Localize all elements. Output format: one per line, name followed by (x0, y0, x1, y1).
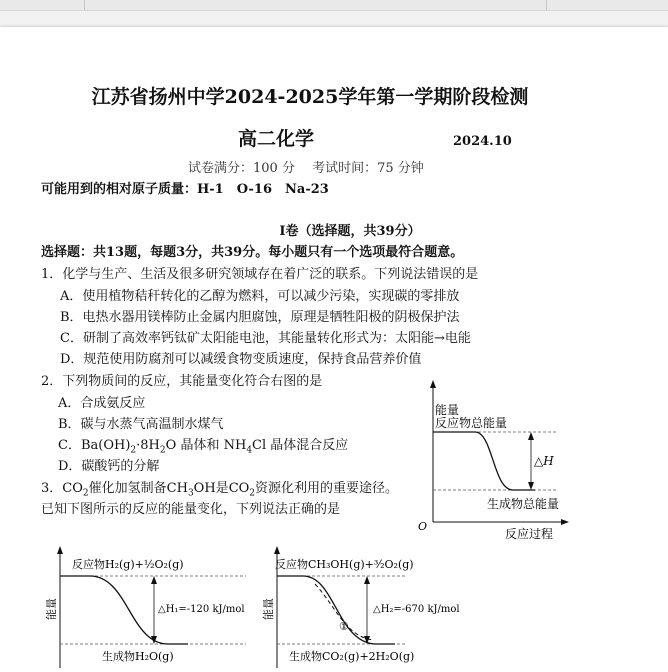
energy-diagram-ch3oh (255, 548, 505, 672)
diagram-origin: O (418, 520, 428, 533)
ruler-tick (84, 0, 85, 10)
q2-option-a: A．合成氨反应 (58, 396, 146, 411)
section-title: Ⅰ卷（选择题，共39分） (279, 224, 421, 239)
q1-option-b: B．电热水器用镁棒防止金属内胆腐蚀，原理是牺牲阳极的阴极保护法 (60, 310, 460, 325)
delta-arrow-head (151, 636, 157, 644)
diagram-xlabel: 反应过程 (505, 527, 554, 541)
delta-arrow-head (528, 432, 534, 440)
y-axis-arrow (274, 546, 280, 554)
diagram-reactant-label: 反应物总能量 (435, 416, 508, 430)
q2-option-b: B．碳与水蒸气高温制水煤气 (58, 417, 224, 432)
q2-option-d: D．碳酸钙的分解 (58, 459, 160, 474)
diagram-ylabel: 能量 (45, 598, 58, 620)
exam-date: 2024.10 (453, 134, 512, 149)
q2-option-c: C．$Ba(OH)_2\cdot 8H_2O$ 晶体和 $NH_4Cl$ 晶体混合反应 (58, 438, 349, 456)
subject-title: 高二化学 (238, 128, 315, 150)
q3-stem: 3．$CO_2$催化加氢制备$CH_3OH$是$CO_2$资源化利用的重要途径。 (41, 481, 399, 499)
ruler-tick (546, 0, 547, 10)
diagram-marker: ① (339, 620, 349, 633)
section-instruction: 选择题：共13题，每题3分，共39分。每小题只有一个选项最符合题意。 (41, 245, 464, 260)
energy-diagram-h2 (38, 548, 278, 672)
energy-diagram-q2 (415, 380, 575, 550)
delta-arrow-head (528, 482, 534, 490)
diagram-reactant-label: 反应物CH₃OH(g)+³⁄₂O₂(g) (275, 558, 414, 571)
exam-info: 试卷满分：100 分 考试时间：75 分钟 (188, 161, 424, 176)
diagram-product-label: 生成物总能量 (487, 497, 560, 511)
diagram-ylabel: 能量 (262, 598, 275, 620)
atomic-mass-line: 可能用到的相对原子质量：H-1 O-16 Na-23 (41, 182, 329, 197)
y-axis-arrow (430, 380, 436, 388)
diagram-product-label: 生成物H₂O(g) (102, 650, 174, 663)
q1-option-a: A．使用植物秸秆转化的乙醇为燃料，可以减少污染，实现碳的零排放 (60, 289, 460, 304)
y-axis-arrow (57, 546, 63, 554)
diagram-delta-label: △H₂=-670 kJ/mol (373, 604, 460, 615)
diagram-delta-label: △H₁=-120 kJ/mol (158, 604, 245, 615)
energy-curve (433, 432, 535, 490)
q3-stem-line2: 已知下图所示的反应的能量变化，下列说法正确的是 (41, 502, 341, 517)
diagram-delta-label: △H (534, 454, 554, 468)
viewer-toolbar (0, 0, 668, 11)
diagram-reactant-label: 反应物H₂(g)+½O₂(g) (72, 558, 184, 571)
exam-title: 江苏省扬州中学2024-2025学年第一学期阶段检测 (91, 86, 529, 108)
x-axis-arrow (561, 519, 569, 525)
diagram-product-label: 生成物CO₂(g)+2H₂O(g) (289, 650, 415, 663)
diagram-ylabel: 能量 (435, 403, 460, 417)
delta-arrow-head (364, 576, 370, 584)
q1-option-c: C．研制了高效率钙钛矿太阳能电池，其能量转化形式为：太阳能→电能 (60, 331, 471, 346)
q1-option-d: D．规范使用防腐剂可以减缓食物变质速度，保持食品营养价值 (60, 352, 422, 367)
delta-arrow-head (151, 576, 157, 584)
q2-stem: 2．下列物质间的反应，其能量变化符合右图的是 (41, 374, 323, 389)
q1-stem: 1．化学与生产、生活及很多研究领域存在着广泛的联系。下列说法错误的是 (41, 267, 479, 282)
